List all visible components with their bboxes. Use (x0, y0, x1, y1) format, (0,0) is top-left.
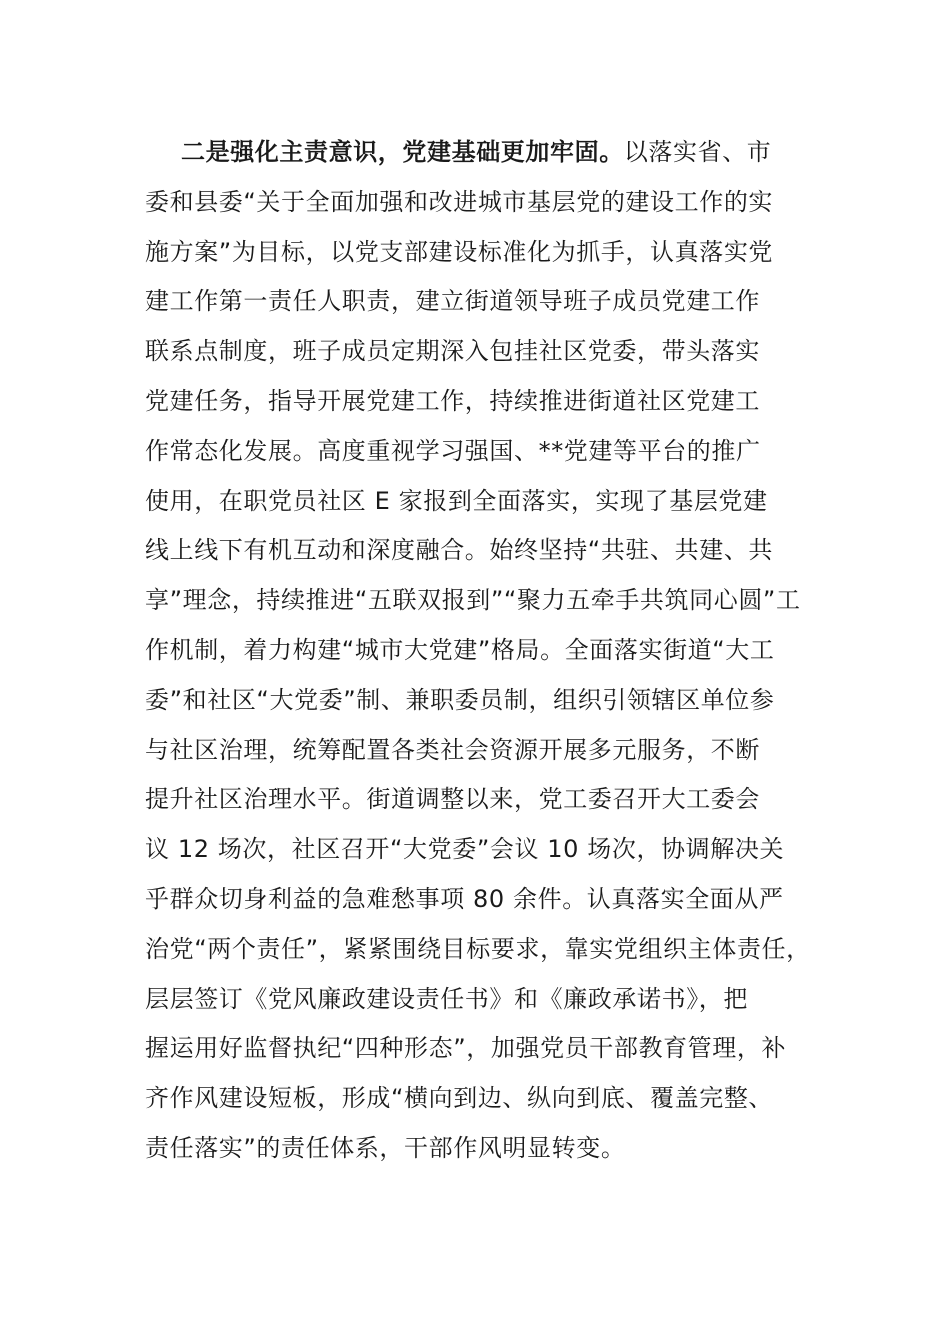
paragraph-line: 线上线下有机互动和深度融合。始终坚持“共驻、共建、共 (145, 536, 774, 565)
paragraph-line: 治党“两个责任”，紧紧围绕目标要求，靠实党组织主体责任， (145, 934, 811, 963)
paragraph-lead-sentence: 二是强化主责意识，党建基础更加牢固。 (181, 138, 624, 166)
paragraph-line: 委”和社区“大党委”制、兼职委员制，组织引领辖区单位参 (145, 685, 775, 714)
paragraph-line: 党建任务，指导开展党建工作，持续推进街道社区党建工 (145, 386, 760, 415)
body-paragraph (145, 128, 825, 1174)
paragraph-line: 与社区治理，统筹配置各类社会资源开展多元服务，不断 (145, 735, 760, 764)
paragraph-line: 乎群众切身利益的急难愁事项 80 余件。认真落实全面从严 (145, 884, 784, 913)
paragraph-line-text: 以落实省、市 (623, 138, 772, 166)
paragraph-line: 施方案”为目标，以党支部建设标准化为抓手，认真落实党 (145, 237, 774, 266)
paragraph-line: 建工作第一责任人职责，建立街道领导班子成员党建工作 (145, 287, 760, 316)
paragraph-line: 齐作风建设短板，形成“横向到边、纵向到底、覆盖完整、 (145, 1084, 774, 1113)
paragraph-line: 层层签订《党风廉政建设责任书》和《廉政承诺书》，把 (145, 984, 748, 1013)
paragraph-line: 联系点制度，班子成员定期深入包挂社区党委，带头落实 (145, 337, 760, 366)
paragraph-line: 责任落实”的责任体系，干部作风明显转变。 (145, 1133, 626, 1162)
paragraph-line: 作机制，着力构建“城市大党建”格局。全面落实街道“大工 (145, 635, 775, 664)
paragraph-line: 享”理念，持续推进“五联双报到”“聚力五牵手共筑同心圆”工 (145, 586, 801, 615)
paragraph-line: 委和县委“关于全面加强和改进城市基层党的建设工作的实 (145, 187, 774, 216)
paragraph-line: 作常态化发展。高度重视学习强国、**党建等平台的推广 (145, 436, 761, 465)
paragraph-line: 使用，在职党员社区 E 家报到全面落实，实现了基层党建 (145, 486, 768, 515)
paragraph-line-1 (145, 128, 825, 178)
paragraph-line: 握运用好监督执纪“四种形态”，加强党员干部教育管理，补 (145, 1034, 787, 1063)
paragraph-line: 议 12 场次，社区召开“大党委”会议 10 场次，协调解决关 (145, 835, 785, 864)
paragraph-line: 提升社区治理水平。街道调整以来，党工委召开大工委会 (145, 785, 760, 814)
